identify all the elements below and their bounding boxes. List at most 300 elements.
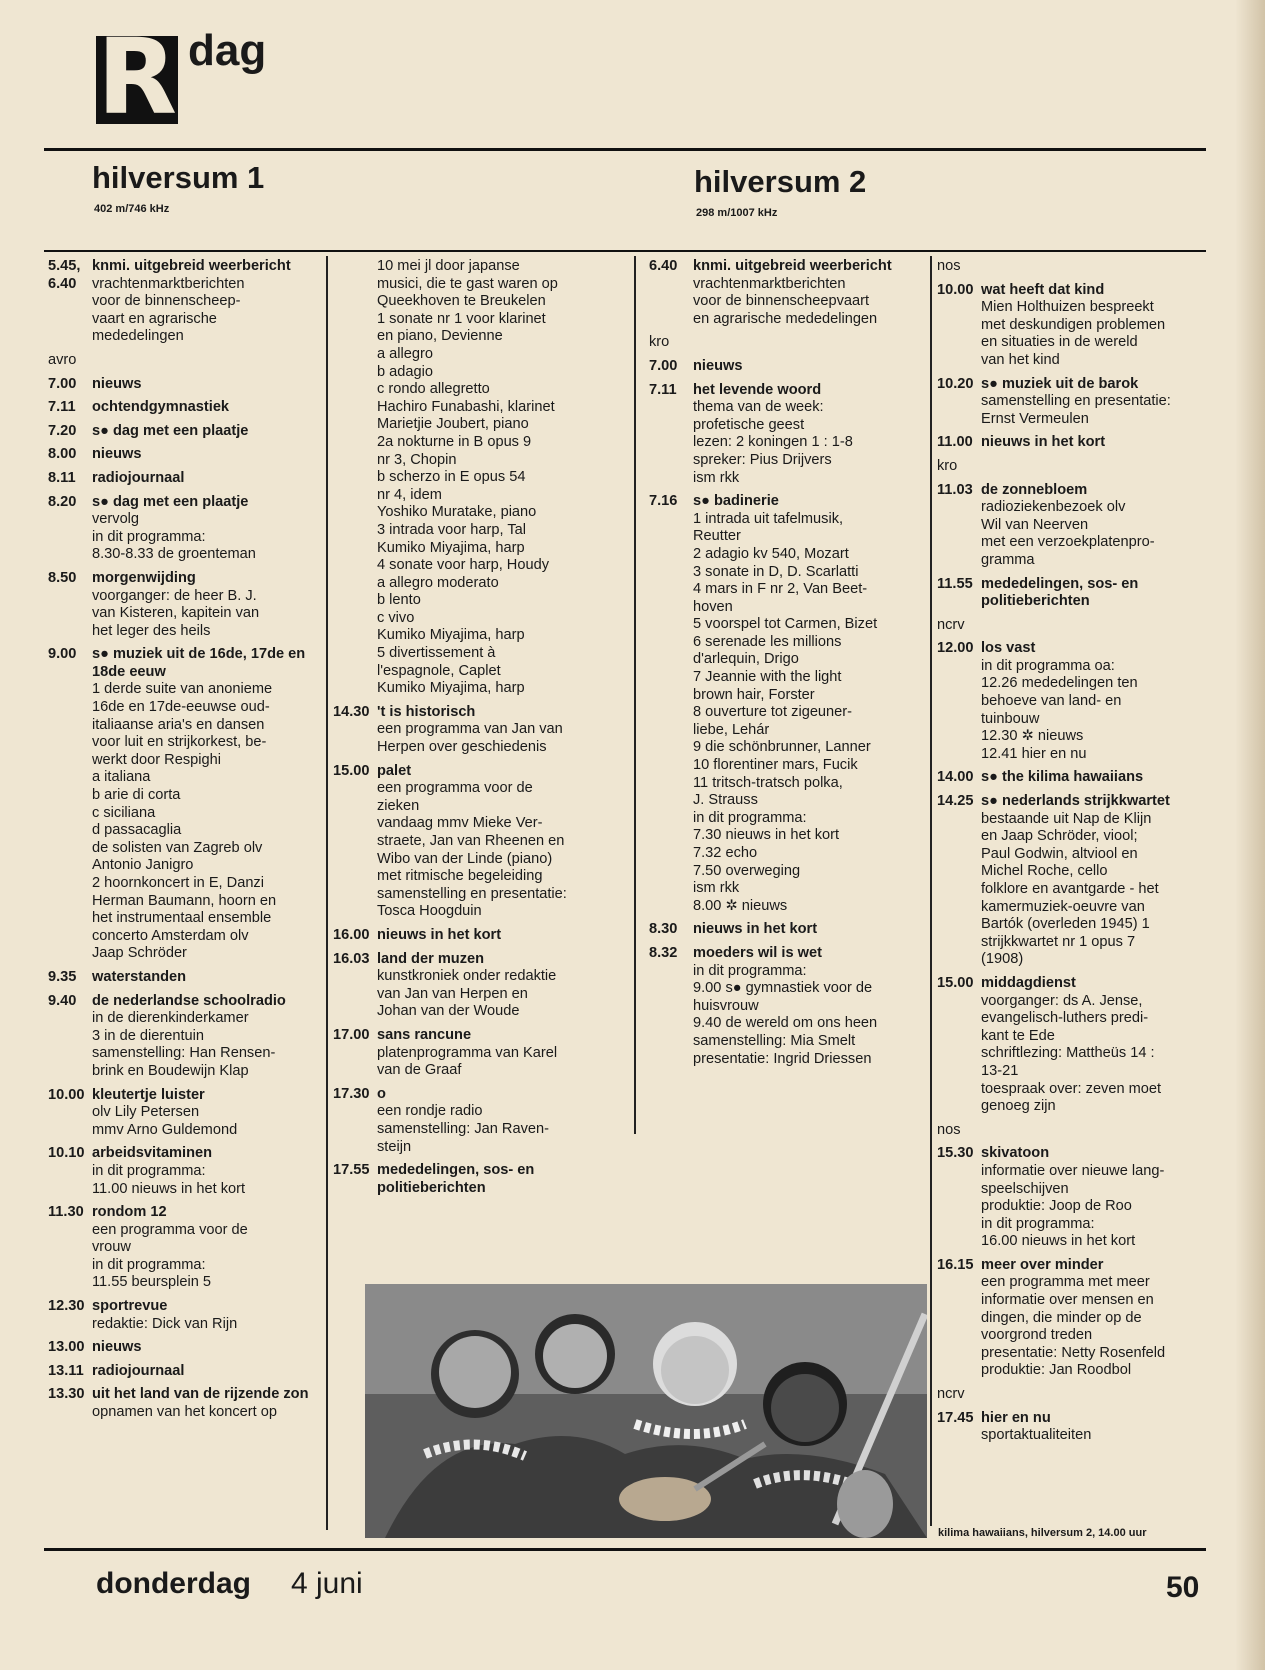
program-time: 7.20 — [48, 422, 77, 439]
program-detail-line: 2 adagio kv 540, Mozart — [693, 545, 849, 562]
station-title-hilversum-2: hilversum 2 — [694, 164, 867, 199]
program-detail-line: 4 mars in F nr 2, Van Beet- — [693, 581, 868, 598]
program-detail-line: een programma voor de — [92, 1221, 248, 1238]
program-detail-line: lezen: 2 koningen 1 : 1-8 — [693, 434, 853, 451]
program-detail-line: Johan van der Woude — [377, 1003, 520, 1020]
program-entry — [333, 1162, 631, 1197]
program-entry — [649, 382, 929, 488]
program-detail-line: b arie di corta — [92, 787, 181, 804]
photo-caption: kilima hawaiians, hilversum 2, 14.00 uur — [938, 1527, 1147, 1539]
program-detail-line: 3 intrada voor harp, Tal — [377, 521, 527, 538]
program-detail-line: vaart en agrarische — [92, 310, 217, 327]
program-detail-line: in dit programma: — [92, 528, 206, 545]
program-detail-line: d passacaglia — [92, 822, 182, 839]
program-detail-line: folklore en avantgarde - het — [981, 881, 1159, 897]
program-time: 16.03 — [333, 950, 370, 967]
program-title: s● dag met een plaatje — [92, 493, 249, 510]
column-divider — [634, 256, 636, 1134]
program-detail-line: 3 sonate in D, D. Scarlatti — [693, 563, 859, 580]
program-title: middagdienst — [981, 974, 1076, 991]
program-detail-line: voor de binnenscheep- — [92, 293, 241, 310]
station-frequency-hilversum-1: 402 m/746 kHz — [94, 203, 170, 215]
program-detail-line: in dit programma: — [92, 1256, 206, 1273]
program-detail-line: platenprogramma van Karel — [377, 1044, 558, 1061]
program-detail-line: brink en Boudewijn Klap — [92, 1062, 249, 1079]
program-detail-line: met een verzoekplatenpro- — [981, 534, 1155, 551]
program-title: mededelingen, sos- en politieberichten — [377, 1162, 535, 1196]
program-time: 14.25 — [937, 793, 974, 810]
program-detail-line: in dit programma: — [92, 1162, 206, 1179]
schedule-column-hilversum-1-b — [333, 258, 631, 1203]
program-detail-line: en agrarische mededelingen — [693, 310, 878, 327]
program-time: 5.45, 6.40 — [48, 258, 81, 292]
program-detail-line: c vivo — [377, 609, 415, 626]
program-detail-line: c rondo allegretto — [377, 381, 490, 398]
program-title: skivatoon — [981, 1145, 1050, 1162]
program-detail-line: Kumiko Miyajima, harp — [377, 539, 525, 556]
program-detail-line: een programma voor de — [377, 780, 533, 797]
program-detail-line: speelschijven — [981, 1180, 1069, 1197]
page-edge-shadow — [1235, 0, 1265, 1670]
program-title: knmi. uitgebreid weerbericht — [693, 258, 892, 274]
program-entry — [649, 945, 929, 1068]
program-detail-line: voorganger: de heer B. J. — [92, 587, 257, 604]
program-time: 7.00 — [48, 375, 77, 392]
program-detail-line: J. Strauss — [693, 792, 758, 809]
program-detail-line: brown hair, Forster — [693, 686, 815, 703]
program-detail-line: 8.00 ✲ nieuws — [693, 897, 788, 914]
program-detail-line: mmv Arno Guldemond — [92, 1121, 238, 1138]
program-entry — [937, 434, 1227, 452]
program-entry — [333, 763, 631, 921]
program-time: 11.03 — [937, 481, 973, 498]
program-detail-line: concerto Amsterdam olv — [92, 927, 249, 944]
program-entry — [48, 258, 324, 346]
program-title: sans rancune — [377, 1026, 472, 1043]
program-detail-line: a italiana — [92, 769, 151, 786]
program-title: s● badinerie — [693, 493, 779, 510]
program-time: 9.40 — [48, 992, 77, 1009]
program-title: ochtendgymnastiek — [92, 399, 230, 416]
program-time: 14.30 — [333, 703, 370, 720]
program-detail-line: 1 derde suite van anonieme — [92, 681, 273, 698]
program-detail-line: samenstelling en presentatie: — [377, 885, 567, 902]
program-time: 17.45 — [937, 1409, 974, 1426]
program-title: nieuws in het kort — [693, 921, 818, 938]
program-detail-line: en situaties in de wereld — [981, 334, 1138, 351]
program-time: 8.50 — [48, 569, 77, 586]
program-time: 8.20 — [48, 493, 77, 510]
program-title: sportrevue — [92, 1298, 168, 1315]
program-entry — [48, 1204, 324, 1292]
program-detail-line: Antonio Janigro — [92, 857, 194, 874]
program-entry — [48, 446, 324, 464]
program-detail-line: hoven — [693, 598, 733, 615]
program-detail-line: samenstelling: Jan Raven- — [377, 1120, 549, 1137]
program-detail-line: 12.41 hier en nu — [981, 745, 1087, 762]
program-title: uit het land van de rijzende zon — [92, 1386, 309, 1403]
program-detail-line: 7 Jeannie with the light — [693, 669, 842, 686]
program-title: nieuws — [693, 357, 743, 374]
program-time: 15.00 — [333, 762, 370, 779]
program-detail-line: een programma van Jan van — [377, 721, 563, 738]
program-detail-line: 8 ouverture tot zigeuner- — [693, 704, 852, 721]
station-frequency-hilversum-2: 298 m/1007 kHz — [696, 207, 778, 219]
program-detail-line: werkt door Respighi — [92, 751, 221, 768]
program-entry — [48, 1298, 324, 1333]
logo-word: dag — [188, 26, 267, 75]
program-entry — [48, 1339, 324, 1357]
program-title: rondom 12 — [92, 1204, 167, 1221]
program-detail-line: huisvrouw — [693, 997, 759, 1014]
schedule-column-hilversum-1-a — [48, 258, 324, 1428]
program-entry — [48, 1386, 324, 1421]
program-time: 8.32 — [649, 944, 678, 961]
program-entry — [937, 282, 1227, 370]
program-title: radiojournaal — [92, 469, 185, 486]
program-detail-line: radioziekenbezoek olv — [981, 499, 1126, 516]
program-entry — [937, 640, 1227, 763]
program-detail-line: mededelingen — [92, 328, 184, 345]
program-detail-line: b adagio — [377, 363, 433, 380]
program-detail-line: Bartók (overleden 1945) 1 — [981, 916, 1150, 933]
program-detail-line: l'espagnole, Caplet — [377, 662, 501, 679]
program-entry — [48, 1087, 324, 1140]
program-time: 10.20 — [937, 375, 974, 392]
program-detail-line: vandaag mmv Mieke Ver- — [377, 815, 543, 832]
program-entry — [48, 993, 324, 1081]
program-detail-line: (1908) — [981, 951, 1024, 968]
footer-day: donderdag — [96, 1567, 251, 1600]
program-detail-line: straete, Jan van Rheenen en — [377, 833, 565, 849]
program-detail-line: 6 serenade les millions — [693, 633, 842, 650]
broadcaster-label: ncrv — [937, 616, 965, 633]
program-detail-line: Wil van Neerven — [981, 516, 1089, 533]
program-entry — [937, 576, 1227, 611]
program-detail-line: van het kind — [981, 351, 1060, 368]
program-detail-line: de solisten van Zagreb olv — [92, 839, 263, 856]
footer-rule — [44, 1548, 1206, 1551]
program-detail-line: olv Lily Petersen — [92, 1104, 200, 1121]
program-detail-line: redaktie: Dick van Rijn — [92, 1315, 238, 1332]
program-title: s● the kilima hawaiians — [981, 769, 1144, 786]
program-detail-line: 10 mei jl door japanse — [377, 258, 520, 274]
program-time: 9.00 — [48, 646, 77, 663]
program-detail-line: Herpen over geschiedenis — [377, 739, 547, 756]
program-time: 17.30 — [333, 1085, 370, 1102]
program-detail-line: Michel Roche, cello — [981, 863, 1108, 880]
program-detail-line: 1 sonate nr 1 voor klarinet — [377, 310, 546, 327]
program-detail-line: Yoshiko Muratake, piano — [377, 504, 537, 521]
station-title-hilversum-1: hilversum 1 — [92, 160, 265, 195]
program-time: 17.55 — [333, 1162, 370, 1179]
program-detail-line: van de Graaf — [377, 1062, 462, 1079]
program-detail-line: a allegro moderato — [377, 574, 499, 591]
program-entry — [48, 1145, 324, 1198]
program-time: 16.00 — [333, 926, 370, 943]
program-time: 8.00 — [48, 446, 77, 463]
program-detail-line: steijn — [377, 1138, 412, 1155]
program-entry — [48, 570, 324, 640]
header-rule — [44, 148, 1206, 151]
kilima-hawaiians-photo — [365, 1284, 927, 1538]
program-detail-line: sportaktualiteiten — [981, 1427, 1092, 1444]
program-detail-line: 10 florentiner mars, Fucik — [693, 757, 858, 774]
program-time: 10.10 — [48, 1145, 85, 1162]
program-detail-line: Wibo van der Linde (piano) — [377, 850, 553, 867]
program-detail-line: samenstelling en presentatie: — [981, 393, 1171, 410]
program-detail-line: in de dierenkinderkamer — [92, 1010, 249, 1027]
program-detail-line: behoeve van land- en — [981, 693, 1122, 710]
schedule-column-hilversum-2-a — [649, 258, 929, 1074]
program-detail-line: 7.50 overweging — [693, 862, 801, 879]
program-detail-line: informatie over nieuwe lang- — [981, 1162, 1165, 1179]
program-time: 11.55 — [937, 575, 973, 592]
program-detail-line: genoeg zijn — [981, 1098, 1056, 1115]
program-detail-line: 16.00 nieuws in het kort — [981, 1233, 1136, 1250]
program-entry — [937, 1145, 1227, 1251]
program-detail-line: een programma met meer — [981, 1274, 1150, 1291]
program-time: 13.30 — [48, 1386, 85, 1403]
program-detail-line: strijkkwartet nr 1 opus 7 — [981, 933, 1136, 950]
program-title: arbeidsvitaminen — [92, 1145, 213, 1162]
broadcaster-label: nos — [937, 258, 961, 274]
program-entry — [333, 1027, 631, 1080]
program-detail-line: a allegro — [377, 345, 433, 362]
program-detail-line: italiaanse aria's en dansen — [92, 716, 265, 733]
program-detail-line: 12.26 mededelingen ten — [981, 675, 1138, 692]
program-detail-line: Herman Baumann, hoorn en — [92, 892, 277, 909]
program-detail-line: 2 hoornkoncert in E, Danzi — [92, 875, 264, 891]
program-time: 15.30 — [937, 1145, 974, 1162]
program-entry — [649, 358, 929, 376]
program-detail-line: 1 intrada uit tafelmusik, — [693, 510, 844, 527]
program-title: s● muziek uit de 16de, 17de en 18de eeuw — [92, 646, 306, 680]
program-entry — [48, 969, 324, 987]
program-detail-line: 9.00 s● gymnastiek voor de — [693, 980, 873, 997]
program-detail-line: en piano, Devienne — [377, 328, 503, 345]
program-title: land der muzen — [377, 950, 485, 967]
program-title: waterstanden — [92, 968, 187, 985]
broadcaster-label: kro — [649, 334, 670, 351]
program-time: 14.00 — [937, 769, 974, 786]
program-detail-line: en Jaap Schröder, viool; — [981, 828, 1138, 845]
program-detail-line: schriftlezing: Mattheüs 14 : — [981, 1045, 1155, 1062]
program-time: 16.15 — [937, 1256, 974, 1273]
footer-date: 4 juni — [291, 1567, 363, 1600]
program-detail-line: 9 die schönbrunner, Lanner — [693, 739, 871, 756]
program-detail-line: Kumiko Miyajima, harp — [377, 680, 525, 697]
program-detail-line: d'arlequin, Drigo — [693, 651, 799, 668]
program-title: o — [377, 1085, 386, 1102]
program-detail-line: 5 divertissement à — [377, 645, 496, 662]
program-detail-line: nr 4, idem — [377, 486, 442, 503]
program-detail-line: thema van de week: — [693, 399, 824, 416]
program-detail-line: dingen, die minder op de — [981, 1309, 1142, 1326]
program-entry — [333, 258, 631, 698]
program-entry — [649, 493, 929, 915]
program-entry — [48, 646, 324, 963]
program-title: morgenwijding — [92, 569, 196, 586]
program-detail-line: vrachtenmarktberichten — [693, 275, 846, 292]
program-detail-line: 11.00 nieuws in het kort — [92, 1180, 246, 1197]
program-detail-line: 13-21 — [981, 1062, 1019, 1079]
program-detail-line: Ernst Vermeulen — [981, 410, 1089, 427]
program-title: s● muziek uit de barok — [981, 375, 1139, 392]
program-title: nieuws — [92, 1339, 142, 1356]
program-detail-line: informatie over mensen en — [981, 1292, 1154, 1309]
program-entry — [937, 376, 1227, 429]
broadcaster-label: ncrv — [937, 1386, 965, 1403]
program-detail-line: nr 3, Chopin — [377, 451, 457, 468]
program-title: de nederlandse schoolradio — [92, 992, 286, 1009]
program-detail-line: 2a nokturne in B opus 9 — [377, 433, 532, 450]
column-divider — [326, 256, 328, 1530]
program-detail-line: c siciliana — [92, 804, 156, 821]
program-detail-line: Kumiko Miyajima, harp — [377, 627, 525, 644]
program-title: nieuws — [92, 375, 142, 392]
program-detail-line: 11.55 beursplein 5 — [92, 1274, 212, 1291]
program-detail-line: tuinbouw — [981, 710, 1040, 727]
program-detail-line: voor luit en strijkorkest, be- — [92, 734, 267, 751]
program-detail-line: musici, die te gast waren op — [377, 275, 558, 292]
program-detail-line: ism rkk — [693, 469, 740, 486]
program-detail-line: 16de en 17de-eeuwse oud- — [92, 699, 270, 716]
program-entry — [937, 1257, 1227, 1380]
program-detail-line: voorgrond treden — [981, 1327, 1093, 1344]
program-time: 12.30 — [48, 1298, 85, 1315]
program-entry — [333, 951, 631, 1021]
program-time: 17.00 — [333, 1026, 370, 1043]
program-entry — [333, 1086, 631, 1156]
program-detail-line: evangelisch-luthers predi- — [981, 1010, 1149, 1027]
program-detail-line: in dit programma: — [693, 962, 807, 979]
program-detail-line: Hachiro Funabashi, klarinet — [377, 398, 555, 415]
program-detail-line: met ritmische begeleiding — [377, 868, 543, 885]
program-time: 11.30 — [48, 1204, 84, 1221]
program-entry — [48, 470, 324, 488]
program-detail-line: 7.30 nieuws in het kort — [693, 827, 840, 844]
program-detail-line: in dit programma: — [981, 1215, 1095, 1232]
program-detail-line: 4 sonate voor harp, Houdy — [377, 557, 549, 574]
program-detail-line: opnamen van het koncert op — [92, 1404, 277, 1421]
program-detail-line: Reutter — [693, 528, 741, 545]
program-detail-line: Tosca Hoogduin — [377, 903, 482, 920]
program-detail-line: 5 voorspel tot Carmen, Bizet — [693, 616, 878, 633]
program-detail-line: vrachtenmarktberichten — [92, 275, 245, 292]
program-detail-line: produktie: Jan Roodbol — [981, 1362, 1132, 1379]
program-detail-line: van Kisteren, kapitein van — [92, 605, 260, 622]
program-time: 7.11 — [649, 381, 677, 398]
program-detail-line: Marietjie Joubert, piano — [377, 416, 529, 433]
logo-letter: R — [96, 16, 178, 138]
program-time: 12.00 — [937, 640, 974, 657]
program-detail-line: kamermuziek-oeuvre van — [981, 898, 1145, 915]
program-time: 7.00 — [649, 357, 678, 374]
program-entry — [333, 927, 631, 945]
program-detail-line: produktie: Joop de Roo — [981, 1198, 1132, 1215]
program-time: 7.16 — [649, 493, 678, 510]
program-detail-line: een rondje radio — [377, 1103, 483, 1120]
program-title: s● dag met een plaatje — [92, 422, 249, 439]
program-title: hier en nu — [981, 1409, 1051, 1426]
program-title: meer over minder — [981, 1256, 1104, 1273]
page-number: 50 — [1166, 1571, 1200, 1604]
program-entry — [937, 793, 1227, 969]
broadcaster-label: avro — [48, 351, 77, 368]
broadcaster-label: kro — [937, 457, 958, 474]
program-entry — [937, 769, 1227, 787]
program-detail-line: bestaande uit Nap de Klijn — [981, 810, 1152, 827]
column-divider — [930, 256, 932, 1526]
program-entry — [649, 258, 929, 328]
program-detail-line: voor de binnenscheepvaart — [693, 293, 870, 310]
program-detail-line: 9.40 de wereld om ons heen — [693, 1015, 878, 1032]
program-detail-line: het leger des heils — [92, 622, 211, 639]
program-title: knmi. uitgebreid weerbericht — [92, 258, 291, 274]
program-time: 8.30 — [649, 921, 678, 938]
program-title: 't is historisch — [377, 703, 476, 720]
program-detail-line: 3 in de dierentuin — [92, 1027, 204, 1044]
program-detail-line: vervolg — [92, 511, 140, 528]
program-detail-line: profetische geest — [693, 416, 805, 433]
program-entry — [48, 1363, 324, 1381]
program-detail-line: in dit programma: — [693, 809, 807, 826]
program-detail-line: ism rkk — [693, 880, 740, 897]
program-detail-line: 12.30 ✲ nieuws — [981, 728, 1084, 745]
program-time: 11.00 — [937, 434, 973, 451]
program-time: 13.11 — [48, 1362, 84, 1379]
program-detail-line: 8.30-8.33 de groenteman — [92, 546, 256, 563]
program-entry — [937, 1410, 1227, 1445]
program-entry — [937, 975, 1227, 1116]
program-detail-line: spreker: Pius Drijvers — [693, 451, 832, 468]
program-detail-line: 11 tritsch-tratsch polka, — [693, 774, 843, 791]
program-detail-line: van Jan van Herpen en — [377, 985, 528, 1002]
program-entry — [48, 399, 324, 417]
program-time: 10.00 — [48, 1086, 85, 1103]
program-entry — [333, 704, 631, 757]
program-title: mededelingen, sos- en politieberichten — [981, 575, 1139, 610]
program-title: radiojournaal — [92, 1362, 185, 1379]
program-entry — [937, 482, 1227, 570]
program-detail-line: in dit programma oa: — [981, 657, 1115, 674]
program-detail-line: samenstelling: Han Rensen- — [92, 1045, 276, 1062]
schedule-top-rule — [44, 250, 1206, 252]
program-title: het levende woord — [693, 381, 822, 398]
program-detail-line: kant te Ede — [981, 1027, 1055, 1044]
program-detail-line: b lento — [377, 592, 421, 609]
program-entry — [48, 423, 324, 441]
program-detail-line: Paul Godwin, altviool en — [981, 845, 1138, 862]
program-detail-line: 7.32 echo — [693, 845, 758, 861]
program-detail-line: liebe, Lehár — [693, 721, 770, 738]
program-title: nieuws — [92, 446, 142, 463]
program-detail-line: het instrumentaal ensemble — [92, 910, 272, 927]
program-detail-line: vrouw — [92, 1239, 131, 1256]
program-title: moeders wil is wet — [693, 944, 822, 961]
program-time: 7.11 — [48, 399, 76, 416]
program-entry — [649, 921, 929, 939]
program-title: palet — [377, 762, 412, 779]
schedule-column-hilversum-2-b — [937, 258, 1227, 1451]
program-detail-line: presentatie: Netty Rosenfeld — [981, 1344, 1166, 1361]
program-detail-line: gramma — [981, 551, 1035, 568]
program-time: 8.11 — [48, 469, 76, 486]
program-detail-line: b scherzo in E opus 54 — [377, 469, 526, 486]
program-detail-line: Queekhoven te Breukelen — [377, 293, 546, 310]
program-time: 15.00 — [937, 974, 974, 991]
